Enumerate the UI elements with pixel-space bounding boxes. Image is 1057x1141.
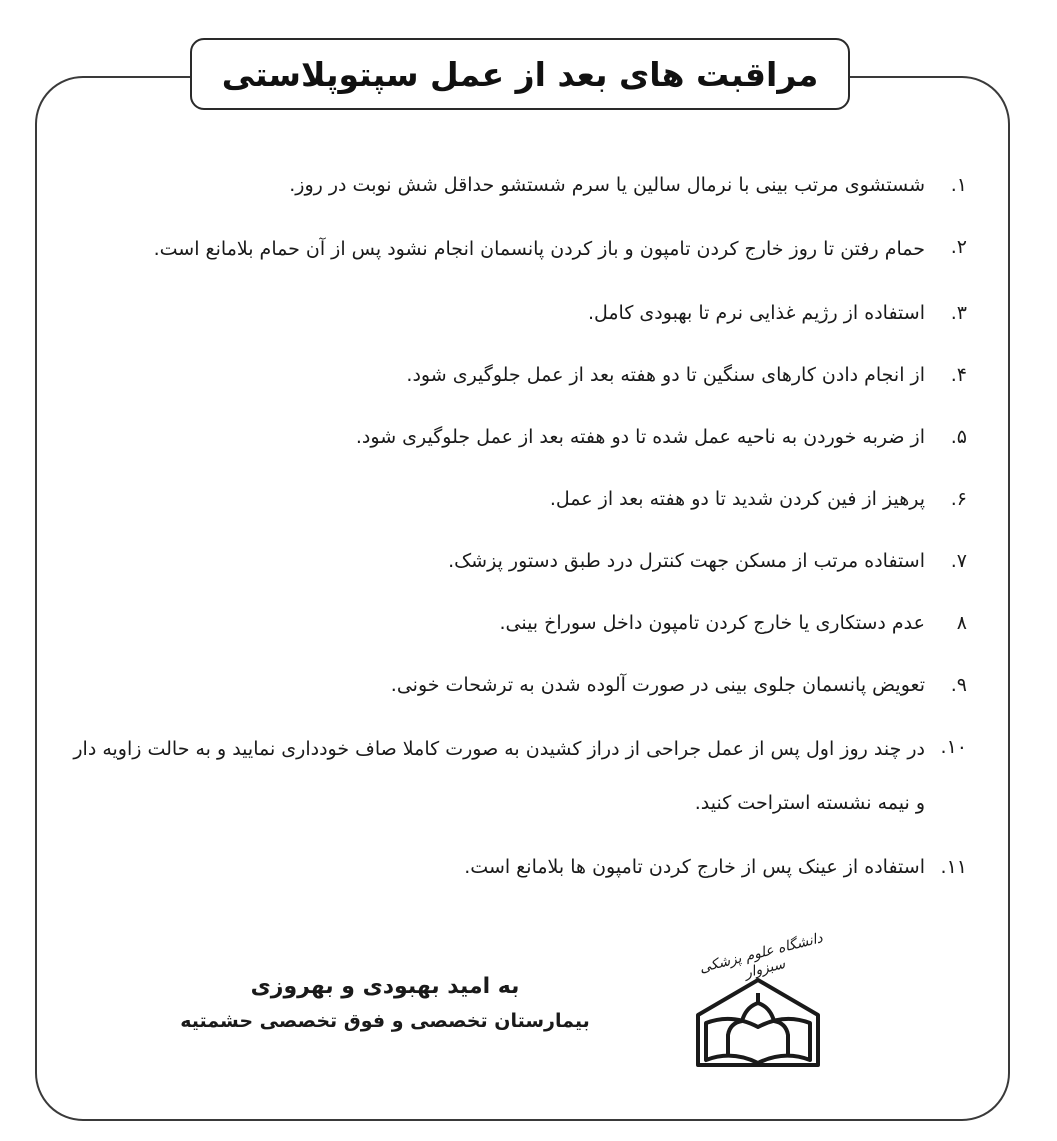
- list-item: [60, 842, 967, 892]
- item-text: شستشوی مرتب بینی با نرمال سالین یا سرم شستشو حداقل شش نوبت در روز.: [289, 174, 925, 196]
- item-number: ۱.: [950, 174, 967, 196]
- item-number: ۶.: [950, 488, 967, 510]
- item-text: در چند روز اول پس از عمل جراحی از دراز کشیدن به صورت کاملا صاف خودداری نمایید و به حالت زاویه دار و نیمه نشسته استراحت کنید.: [73, 738, 925, 814]
- item-text: از ضربه خوردن به ناحیه عمل شده تا دو هفته بعد از عمل جلوگیری شود.: [355, 426, 925, 448]
- item-number: ۴.: [950, 364, 967, 386]
- list-item: [60, 536, 967, 586]
- item-number: ۲.: [950, 236, 967, 258]
- list-item: [60, 222, 967, 276]
- item-text: عدم دستکاری یا خارج کردن تامپون داخل سوراخ بینی.: [499, 612, 925, 634]
- item-number: ۱۰.: [940, 736, 967, 758]
- title-box: [190, 38, 850, 110]
- list-item: [60, 350, 967, 400]
- list-item: [60, 660, 967, 710]
- item-text: استفاده از عینک پس از خارج کردن تامپون ها بلامانع است.: [464, 856, 925, 878]
- item-text: حمام رفتن تا روز خارج کردن تامپون و باز کردن پانسمان انجام نشود پس از آن حمام بلامانع است.: [153, 238, 925, 260]
- hospital-name: بیمارستان تخصصی و فوق تخصصی حشمتیه: [180, 1010, 590, 1032]
- item-number: ۵.: [950, 426, 967, 448]
- list-item: [60, 160, 967, 210]
- item-number: ۷.: [950, 550, 967, 572]
- instructions-list: [60, 160, 967, 904]
- list-item: [60, 722, 967, 830]
- item-text: از انجام دادن کارهای سنگین تا دو هفته بعد از عمل جلوگیری شود.: [406, 364, 925, 386]
- item-text: پرهیز از فین کردن شدید تا دو هفته بعد از عمل.: [549, 488, 925, 510]
- item-text: استفاده مرتب از مسکن جهت کنترل درد طبق دستور پزشک.: [448, 550, 925, 572]
- list-item: [60, 598, 967, 648]
- item-number: ۳.: [950, 302, 967, 324]
- list-item: [60, 288, 967, 338]
- item-number: ۹.: [950, 674, 967, 696]
- item-text: استفاده از رژیم غذایی نرم تا بهبودی کامل.: [587, 302, 925, 324]
- page-title: مراقبت های بعد از عمل سپتوپلاستی: [221, 54, 819, 94]
- footer: [180, 970, 590, 1038]
- item-number: ۸: [956, 612, 967, 634]
- university-logo-icon: [668, 935, 848, 1070]
- item-number: ۱۱.: [940, 856, 967, 878]
- list-item: [60, 412, 967, 462]
- item-text: تعویض پانسمان جلوی بینی در صورت آلوده شدن به ترشحات خونی.: [390, 674, 925, 696]
- footer-greeting: به امید بهبودی و بهروزی: [250, 974, 520, 999]
- logo-caption: دانشگاه علوم پزشکی سبزوار: [697, 930, 825, 982]
- list-item: [60, 474, 967, 524]
